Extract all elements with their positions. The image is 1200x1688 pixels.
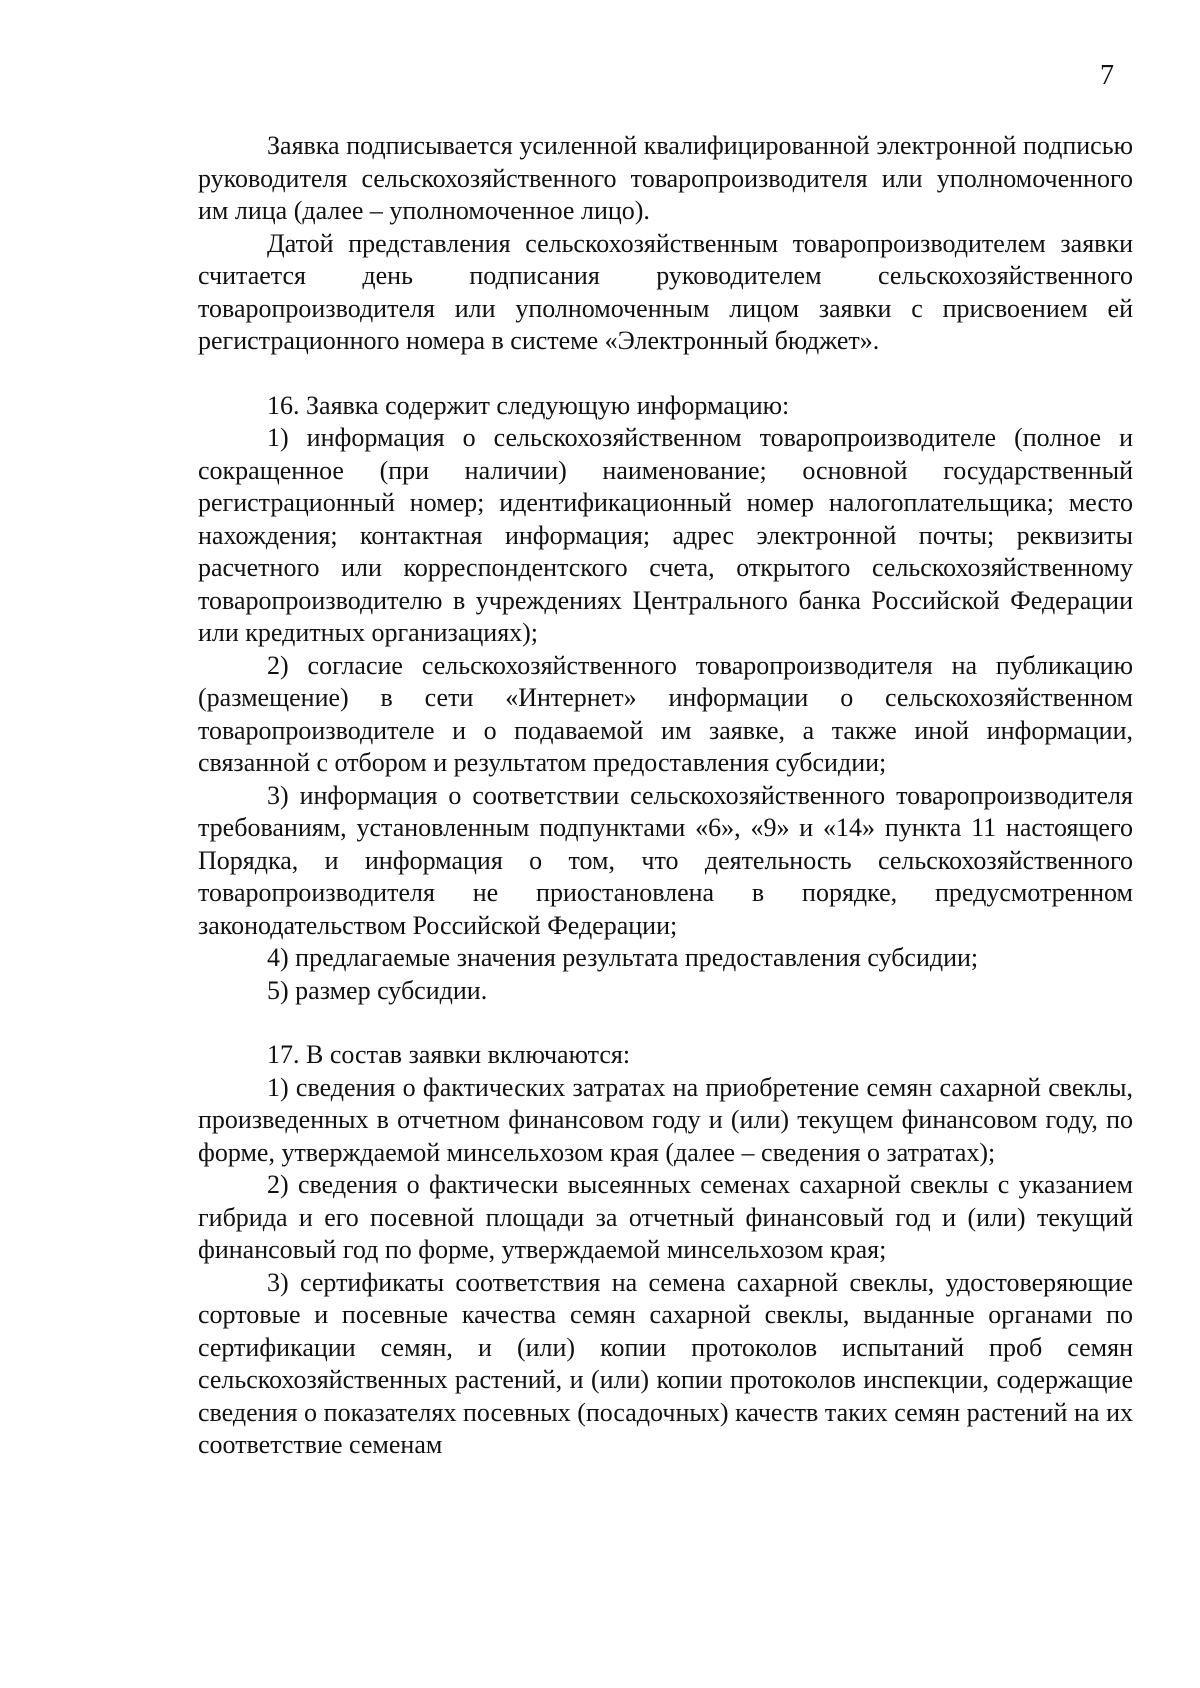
- section-16-item-1: 1) информация о сельскохозяйственном товаропроизводителе (полное и сокращенное (при наличии) наименование; основной государственный регистрационный номер; идентификационный номер налогоплательщика; место нахождения; контактная информация; адрес электронной почты; реквизиты расчетного или корреспондентского счета, открытого сельскохозяйственному товаропроизводителю в учреждениях Центрального банка Российской Федерации или кредитных организациях);: [198, 423, 1133, 647]
- section-17-item-2: 2) сведения о фактически высеянных семенах сахарной свеклы с указанием гибрида и его посевной площади за отчетный финансовый год и (или) текущий финансовый год по форме, утверждаемой минсельхозом края;: [198, 1170, 1133, 1264]
- document-body: [198, 130, 1133, 1462]
- section-16-item-3: 3) информация о соответствии сельскохозяйственного товаропроизводителя требованиям, установленным подпунктами «6», «9» и «14» пункта 11 настоящего Порядка, и информация о том, что деятельность сельскохозяйственного товаропроизводителя не приостановлена в порядке, предусмотренном законодательством Российской Федерации;: [198, 780, 1133, 940]
- section-16-heading: 16. Заявка содержит следующую информацию:: [267, 390, 790, 420]
- paragraph-signature: Заявка подписывается усиленной квалифицированной электронной подписью руководителя сельскохозяйственного товаропроизводителя или уполномоченного им лица (далее – уполномоченное лицо).: [198, 131, 1133, 225]
- paragraph-submission-date: Датой представления сельскохозяйственным товаропроизводителем заявки считается день подписания руководителем сельскохозяйственного товаропроизводителя или уполномоченным лицом заявки с присвоением ей регистрационного номера в системе «Электронный бюджет».: [198, 228, 1133, 355]
- paragraph-gap: [198, 1007, 1133, 1039]
- section-16-item-5: 5) размер субсидии.: [267, 975, 488, 1005]
- page-number: 7: [1100, 60, 1114, 91]
- section-17-heading: 17. В состав заявки включаются:: [267, 1040, 631, 1069]
- paragraph-gap: [198, 358, 1133, 390]
- section-16-item-4: 4) предлагаемые значения результата предоставления субсидии;: [267, 943, 979, 972]
- section-16-item-2: 2) согласие сельскохозяйственного товаропроизводителя на публикацию (размещение) в сети «Интернет» информации о сельскохозяйственном товаропроизводителе и о подаваемой им заявке, а также иной информации, связанной с отбором и результатом предоставления субсидии;: [198, 650, 1133, 777]
- section-17-item-3: 3) сертификаты соответствия на семена сахарной свеклы, удостоверяющие сортовые и посевные качества семян сахарной свеклы, выданные органами по сертификации семян, и (или) копии протоколов испытаний проб семян сельскохозяйственных растений, и (или) копии протоколов инспекции, содержащие сведения о показателях посевных (посадочных) качеств таких семян растений на их соответствие семенам: [198, 1267, 1133, 1459]
- section-17-item-1: 1) сведения о фактических затратах на приобретение семян сахарной свеклы, произведенных в отчетном финансовом году и (или) текущем финансовом году, по форме, утверждаемой минсельхозом края (далее – сведения о затратах);: [198, 1072, 1133, 1167]
